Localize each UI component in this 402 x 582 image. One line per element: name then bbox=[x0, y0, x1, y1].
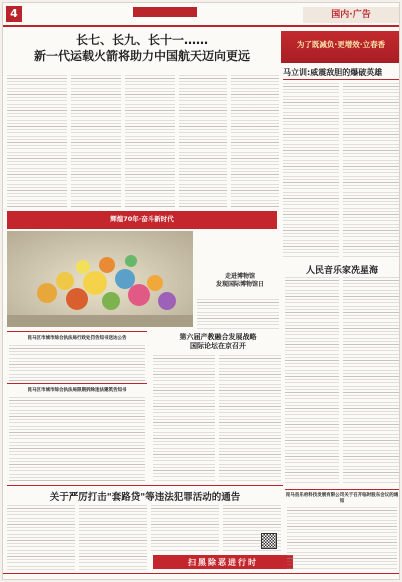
main-text-col-4 bbox=[179, 75, 227, 209]
notice-1-title: 昆马区市城市综合执法局行政处罚告知书送达公告 bbox=[27, 336, 127, 341]
divider bbox=[7, 383, 147, 384]
divider bbox=[285, 489, 399, 490]
bottom-headline: 关于严厉打击"套路贷"等违法犯罪活动的通告 bbox=[49, 492, 241, 503]
photo-caption-text bbox=[197, 299, 279, 329]
section-tag: 国内·广告 bbox=[303, 7, 399, 23]
main-text-col-3 bbox=[125, 75, 175, 209]
right-notice-title: 昆马县乐府科技发展有限公司关于召开临时股东会议的通知 bbox=[285, 493, 399, 504]
main-kicker: 长七、长九、长十一…… bbox=[75, 33, 208, 47]
divider bbox=[283, 79, 399, 80]
main-headline: 新一代运载火箭将助力中国航天迈向更远 bbox=[33, 49, 250, 63]
right-story-2-title: 人民音乐家冼星海 bbox=[305, 266, 378, 276]
page-number: 4 bbox=[6, 6, 22, 22]
center-text-col-2 bbox=[219, 355, 281, 481]
main-text-col-2 bbox=[71, 75, 121, 209]
qr-code bbox=[261, 533, 277, 549]
right2-text-col-2 bbox=[343, 277, 399, 483]
right-story-title: 马立训:威震敌胆的爆破英雄 bbox=[283, 68, 383, 77]
right-text-col-1 bbox=[283, 83, 339, 257]
museum-photo-art bbox=[7, 231, 193, 327]
divider bbox=[7, 331, 147, 332]
center-text-col-1 bbox=[153, 355, 215, 481]
notice-2-text bbox=[9, 397, 145, 481]
bottom-text-col-1 bbox=[7, 505, 75, 571]
museum-photo bbox=[7, 231, 193, 327]
main-text-col-1 bbox=[7, 75, 67, 209]
newspaper-page bbox=[2, 2, 400, 580]
masthead-logo bbox=[133, 7, 197, 17]
notice-2-title: 昆马区市城市综合执法局限期拆除违法建筑告知书 bbox=[27, 388, 127, 393]
page-footer bbox=[3, 573, 400, 580]
notice-1-text bbox=[9, 345, 145, 381]
center-headline: 第六届产教融合发展战略 国际论坛在京召开 bbox=[179, 333, 257, 350]
right2-text-col-1 bbox=[285, 277, 339, 483]
photo-caption-title: 走进博物馆 发现国际博物馆日 bbox=[215, 273, 264, 288]
right-banner-text: 为了既减负·更增效·立春香 bbox=[296, 40, 386, 49]
bottom-banner-text: 扫黑除恶进行时 bbox=[188, 558, 258, 567]
bottom-text-col-2 bbox=[79, 505, 147, 571]
mid-banner-text: 辉煌70年·奋斗新时代 bbox=[110, 215, 174, 223]
right-text-col-2 bbox=[343, 83, 399, 257]
main-text-col-5 bbox=[231, 75, 279, 209]
bottom-text-col-3 bbox=[151, 505, 219, 551]
divider bbox=[7, 485, 283, 486]
right-notice-text bbox=[287, 507, 397, 569]
